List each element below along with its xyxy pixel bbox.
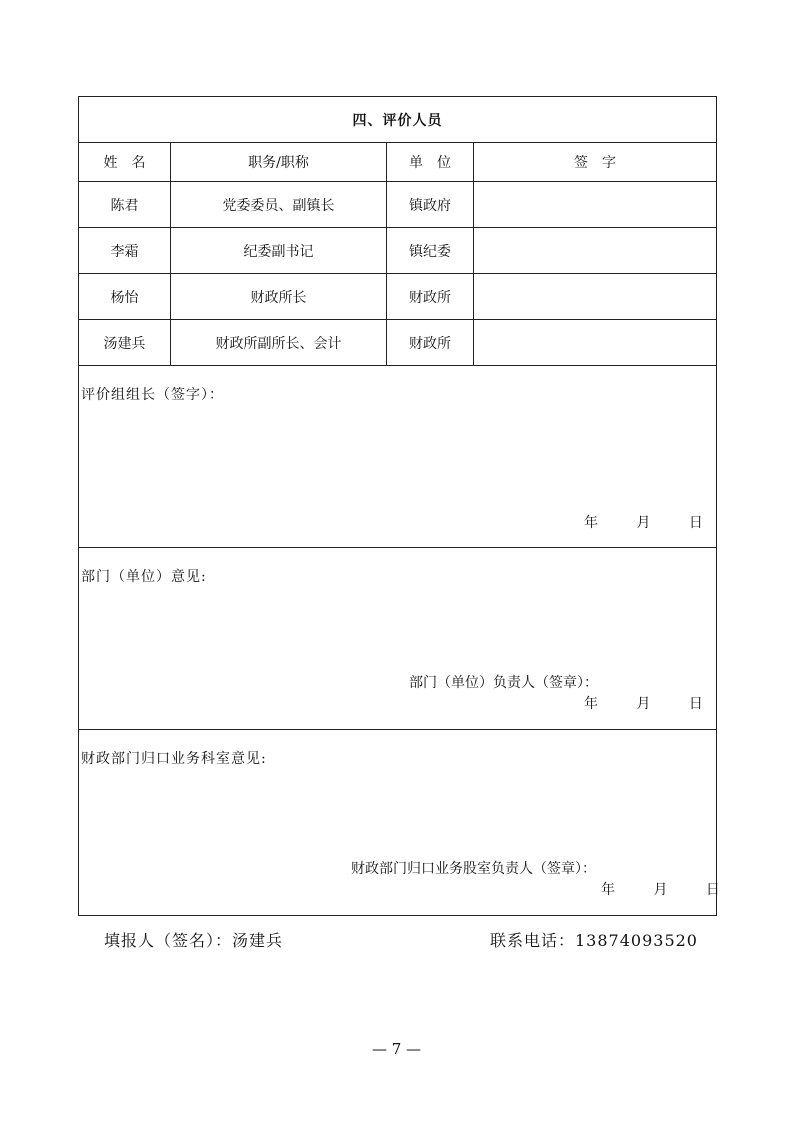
- person-name: 李霜: [79, 228, 171, 274]
- leader-signature-label: 评价组组长（签字）：: [81, 387, 224, 403]
- table-row: [79, 182, 717, 228]
- person-signature-field[interactable]: [474, 228, 717, 274]
- finance-sign-label: 财政部门归口业务股室负责人（签章）：: [351, 861, 596, 877]
- person-name: 杨怡: [79, 274, 171, 320]
- page-number: — 7 —: [371, 1040, 422, 1058]
- table-row: [79, 228, 717, 274]
- year-label: 年: [601, 882, 615, 898]
- department-sign-label: 部门（单位）负责人（签章）：: [409, 675, 598, 691]
- month-label: 月: [636, 696, 651, 712]
- evaluation-personnel-form: [78, 96, 720, 916]
- day-label: 日: [688, 515, 703, 531]
- year-label: 年: [584, 515, 598, 531]
- person-title: 纪委副书记: [171, 228, 387, 274]
- column-header-unit: 单 位: [387, 143, 474, 182]
- department-opinion-section[interactable]: [79, 548, 717, 730]
- person-unit: 财政所: [387, 274, 474, 320]
- person-signature-field[interactable]: [474, 182, 717, 228]
- department-date-line: [584, 693, 703, 713]
- filler-signature: 填报人（签名）：汤建兵: [104, 931, 284, 950]
- table-row: [79, 320, 717, 366]
- column-header-title: 职务/职称: [171, 143, 387, 182]
- leader-date-line: [584, 512, 703, 532]
- table-row: [79, 274, 717, 320]
- person-title: 党委委员、副镇长: [171, 182, 387, 228]
- finance-date-line: [601, 879, 720, 899]
- year-label: 年: [584, 696, 598, 712]
- department-opinion-label: 部门（单位）意见:: [81, 569, 207, 585]
- day-label: 日: [688, 696, 703, 712]
- day-label: 日: [705, 882, 720, 898]
- section-title: 四、评价人员: [79, 97, 717, 143]
- finance-opinion-section[interactable]: [79, 730, 720, 916]
- person-name: 陈君: [79, 182, 171, 228]
- month-label: 月: [636, 515, 651, 531]
- contact-phone: 联系电话：13874093520: [490, 931, 698, 950]
- finance-opinion-label: 财政部门归口业务科室意见:: [81, 751, 267, 767]
- person-title: 财政所长: [171, 274, 387, 320]
- person-unit: 财政所: [387, 320, 474, 366]
- person-unit: 镇政府: [387, 182, 474, 228]
- person-name: 汤建兵: [79, 320, 171, 366]
- table-header-row: [79, 143, 717, 182]
- person-title: 财政所副所长、会计: [171, 320, 387, 366]
- month-label: 月: [653, 882, 668, 898]
- person-signature-field[interactable]: [474, 320, 717, 366]
- person-signature-field[interactable]: [474, 274, 717, 320]
- person-unit: 镇纪委: [387, 228, 474, 274]
- column-header-name: 姓 名: [79, 143, 171, 182]
- leader-signature-section[interactable]: [79, 366, 717, 548]
- column-header-signature: 签 字: [474, 143, 717, 182]
